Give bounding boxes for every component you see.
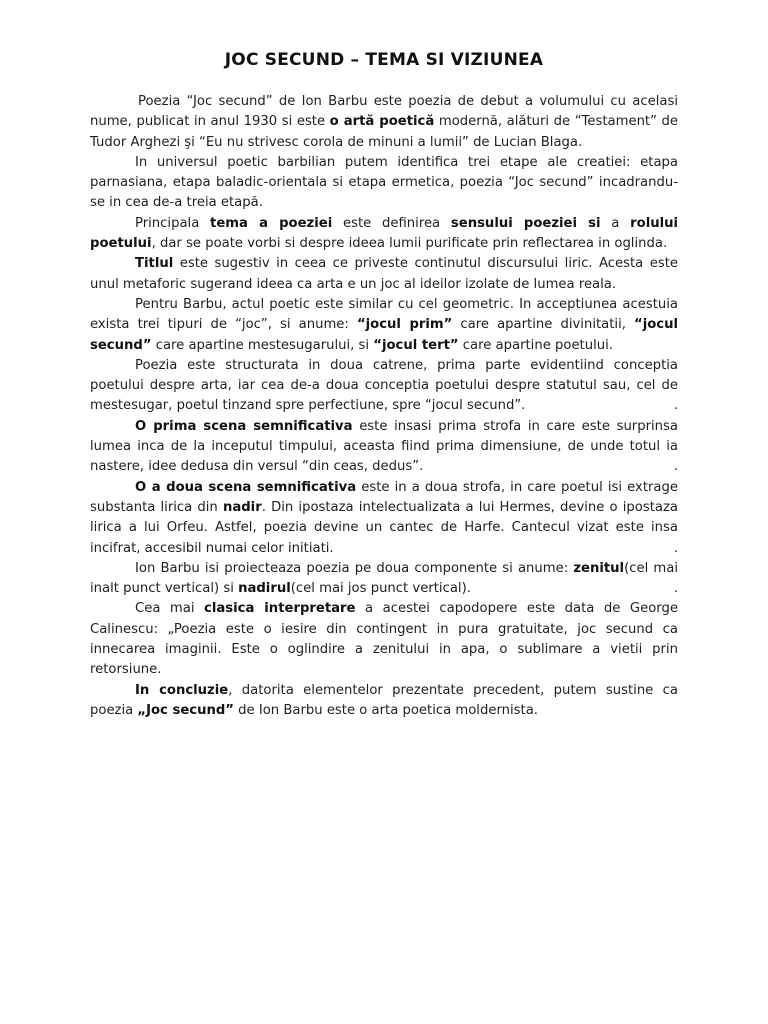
document-title: JOC SECUND – TEMA SI VIZIUNEA: [224, 50, 544, 70]
text-run: care apartine mestesugarului, si: [151, 337, 374, 353]
paragraph-zenith-nadir: [90, 559, 678, 600]
bold-term: “jocul prim”: [356, 317, 453, 333]
bold-term: O a doua scena semnificativa: [135, 479, 357, 495]
paragraph-intro: [90, 92, 678, 153]
text-run: Cea mai: [135, 601, 205, 617]
bold-term: O prima scena semnificativa: [135, 418, 353, 434]
trailing-dot: .: [673, 459, 678, 475]
text-run: este insasi prima strofa in care este surprinsa lumea inca de la inceputul timpului, aceasta fiind prima dimensiune, de unde totul ia nastere, idee dedusa din versul “din ceas, dedus”.: [90, 418, 678, 475]
text-run: Poezia este structurata in doua catrene, prima parte evidentiind conceptia poetului despre arta, iar cea de-a doua conceptia poetului despre statutul sau, cel de mestesugar, poetul tinzand spre perfectiune, spre “jocul secund”.: [90, 357, 678, 414]
text-run: (cel mai jos punct vertical).: [290, 581, 471, 597]
text-run: , datorita elementelor prezentate precedent, putem sustine ca poezia: [90, 682, 678, 718]
document-body: [90, 92, 678, 721]
paragraph-stages: [90, 153, 678, 214]
bold-term: In concluzie: [135, 682, 229, 698]
text-run: Ion Barbu isi proiecteaza poezia pe doua componente si anume:: [135, 560, 574, 576]
paragraph-first-scene: [90, 417, 678, 478]
paragraph-conclusion: [90, 681, 678, 722]
text-run: de Ion Barbu este o arta poetica moldernista.: [233, 702, 538, 718]
bold-term: nadirul: [238, 581, 291, 597]
text-run: care apartine divinitatii,: [452, 317, 635, 333]
bold-term: “jocul secund”: [90, 317, 679, 353]
bold-term: rolului poetului: [90, 215, 679, 252]
trailing-dot: .: [673, 540, 678, 556]
paragraph-theme: [90, 214, 678, 255]
trailing-dot: .: [673, 581, 678, 597]
paragraph-interpretation: [90, 599, 678, 680]
bold-term: „Joc secund”: [137, 702, 234, 718]
text-run: este definirea: [332, 215, 451, 231]
text-run: In universul poetic barbilian putem identifica trei etape ale creatiei: etapa parnasiana, etapa baladic-orientala si etapa ermetica, poezia “Joc secund” incadrandu-se in cea de-a treia etapă.: [90, 154, 678, 211]
text-run: a: [600, 215, 631, 231]
bold-term: o artă poetică: [329, 114, 435, 130]
bold-term: Titlul: [135, 256, 174, 272]
trailing-dot: .: [673, 398, 678, 414]
paragraph-game-types: [90, 295, 678, 356]
text-run: . Din ipostaza intelectualizata a lui Hermes, devine o ipostaza lirica a lui Orfeu. Astfel, poezia devine un cantec de Harfe. Cantecul vizat este insa incifrat, accesibil numai celor initiati.: [90, 499, 678, 556]
text-run: este in a doua strofa, in care poetul isi extrage substanta lirica din: [90, 479, 678, 515]
text-run: care apartine poetului.: [458, 337, 613, 353]
text-run: Poezia “Joc secund” de Ion Barbu este poezia de debut a volumului cu acelasi nume, publicat in anul 1930 si este: [90, 94, 678, 130]
text-run: , dar se poate vorbi si despre ideea lumii purificate prin reflectarea in oglinda.: [151, 236, 668, 252]
text-run: modernă, alături de “Testament” de Tudor Arghezi şi “Eu nu strivesc corola de minuni a lumii” de Lucian Blaga.: [90, 114, 678, 150]
text-run: Principala: [135, 215, 211, 231]
bold-term: zenitul: [573, 560, 625, 576]
bold-term: “jocul tert”: [373, 337, 459, 353]
bold-term: nadir: [222, 499, 262, 515]
bold-term: sensului poeziei si: [450, 215, 601, 231]
paragraph-second-scene: [90, 478, 678, 559]
text-run: Pentru Barbu, actul poetic este similar cu cel geometric. In acceptiunea acestuia exista trei tipuri de “joc”, si anume:: [90, 296, 678, 333]
bold-term: clasica interpretare: [204, 601, 356, 617]
paragraph-structure: [90, 356, 678, 417]
bold-term: tema a poeziei: [210, 215, 333, 231]
paragraph-title: [90, 254, 678, 295]
text-run: a acestei capodopere este data de George Calinescu: „Poezia este o iesire din contingent in pura gratuitate, joc secund ca innecarea imaginii. Este o oglindire a zenitului in apa, o sublimare a vietii prin retorsiune.: [90, 601, 678, 678]
text-run: este sugestiv in ceea ce priveste continutul discursului liric. Acesta este unul metaforic sugerand ideea ca arta e un joc al ideilor izolate de lumea reala.: [90, 256, 678, 292]
text-run: (cel mai inalt punct vertical) si: [90, 560, 678, 597]
